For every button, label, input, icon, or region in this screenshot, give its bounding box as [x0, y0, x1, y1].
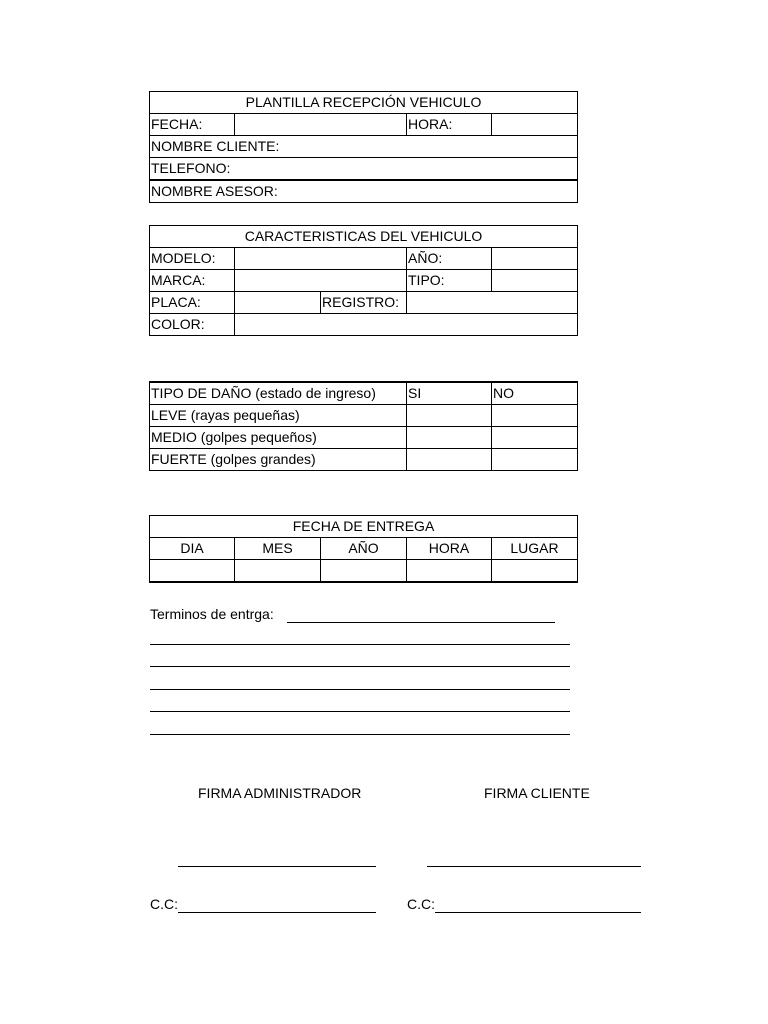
delivery-title: FECHA DE ENTREGA	[150, 516, 578, 538]
admin-signature-line[interactable]	[178, 866, 376, 867]
fecha-label: FECHA:	[150, 114, 235, 136]
delivery-lugar-field[interactable]	[492, 560, 578, 583]
damage-row-fuerte: FUERTE (golpes grandes)	[150, 449, 407, 471]
damage-header: TIPO DE DAÑO (estado de ingreso)	[150, 382, 407, 405]
terms-line-2[interactable]	[150, 644, 570, 645]
damage-no-header: NO	[492, 382, 578, 405]
delivery-col-lugar: LUGAR	[492, 538, 578, 560]
terms-line-5[interactable]	[150, 711, 570, 712]
terms-label: Terminos de entrga:	[150, 606, 274, 622]
delivery-col-mes: MES	[235, 538, 321, 560]
delivery-hora-field[interactable]	[407, 560, 492, 583]
delivery-table	[149, 515, 578, 583]
hora-field[interactable]	[492, 114, 578, 136]
tipo-field[interactable]	[492, 270, 578, 292]
firma-administrador-label: FIRMA ADMINISTRADOR	[198, 785, 362, 801]
telefono-label: TELEFONO:	[151, 160, 231, 176]
reception-table	[149, 91, 578, 203]
nombre-cliente-label: NOMBRE CLIENTE:	[151, 138, 280, 154]
firma-cliente-label: FIRMA CLIENTE	[484, 785, 590, 801]
ano-field[interactable]	[492, 248, 578, 270]
vehicle-table	[149, 225, 578, 336]
modelo-field[interactable]	[235, 248, 407, 270]
hora-label: HORA:	[407, 114, 492, 136]
damage-si-header: SI	[407, 382, 492, 405]
modelo-label: MODELO:	[150, 248, 235, 270]
nombre-asesor-field[interactable]	[150, 180, 578, 203]
damage-leve-si-cell[interactable]	[407, 405, 492, 427]
reception-title: PLANTILLA RECEPCIÓN VEHICULO	[150, 92, 578, 114]
delivery-col-ano: AÑO	[321, 538, 407, 560]
terms-line-1[interactable]	[287, 622, 555, 623]
terms-line-6[interactable]	[150, 734, 570, 735]
vehicle-title: CARACTERISTICAS DEL VEHICULO	[150, 226, 578, 248]
ano-label: AÑO:	[407, 248, 492, 270]
damage-row-medio: MEDIO (golpes pequeños)	[150, 427, 407, 449]
marca-field[interactable]	[235, 270, 407, 292]
nombre-cliente-field[interactable]	[150, 136, 578, 158]
marca-label: MARCA:	[150, 270, 235, 292]
delivery-ano-field[interactable]	[321, 560, 407, 583]
placa-field[interactable]	[235, 292, 321, 314]
admin-cc-line[interactable]	[178, 912, 376, 913]
damage-fuerte-no-cell[interactable]	[492, 449, 578, 471]
client-signature-line[interactable]	[427, 866, 641, 867]
damage-table	[149, 381, 578, 471]
tipo-label: TIPO:	[407, 270, 492, 292]
damage-medio-si-cell[interactable]	[407, 427, 492, 449]
delivery-mes-field[interactable]	[235, 560, 321, 583]
placa-label: PLACA:	[150, 292, 235, 314]
color-label: COLOR:	[150, 314, 235, 336]
admin-cc-label: C.C:	[150, 896, 178, 912]
client-cc-line[interactable]	[435, 912, 641, 913]
terms-line-4[interactable]	[150, 689, 570, 690]
client-cc-label: C.C:	[407, 896, 435, 912]
terms-line-3[interactable]	[150, 666, 570, 667]
color-field[interactable]	[235, 314, 578, 336]
damage-medio-no-cell[interactable]	[492, 427, 578, 449]
fecha-field[interactable]	[235, 114, 407, 136]
nombre-asesor-label: NOMBRE ASESOR:	[151, 183, 278, 199]
delivery-col-hora: HORA	[407, 538, 492, 560]
registro-field[interactable]	[407, 292, 578, 314]
damage-row-leve: LEVE (rayas pequeñas)	[150, 405, 407, 427]
registro-label: REGISTRO:	[321, 292, 407, 314]
delivery-dia-field[interactable]	[150, 560, 235, 583]
damage-leve-no-cell[interactable]	[492, 405, 578, 427]
delivery-col-dia: DIA	[150, 538, 235, 560]
damage-fuerte-si-cell[interactable]	[407, 449, 492, 471]
telefono-field[interactable]	[150, 158, 578, 181]
